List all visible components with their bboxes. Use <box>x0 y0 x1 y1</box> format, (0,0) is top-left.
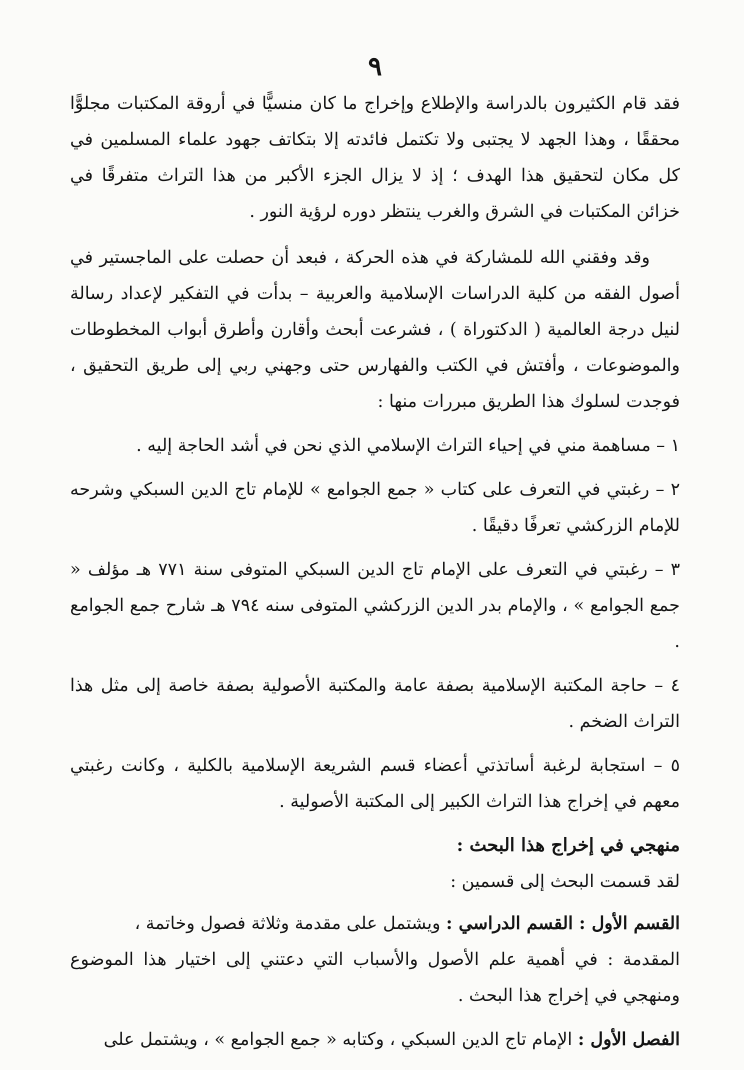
section-one-label: القسم الأول : القسم الدراسي : <box>446 914 680 934</box>
introduction-label: المقدمة : <box>607 950 680 970</box>
reason-item-1: ١ – مساهمة مني في إحياء التراث الإسلامي الذي نحن في أشد الحاجة إليه . <box>136 436 680 456</box>
author-paragraph: وقد وفقني الله للمشاركة في هذه الحركة ، فبعد أن حصلت على الماجستير في أصول الفقه من كلية الدراسات الإسلامية والعربية – بدأت في التفكير لإعداد رسالة لنيل درجة العالمية ( الدكتوراة ) ، فشرعت أبحث وأقارن وأطرق أبواب المخطوطات والموضوعات ، وأفتش في الكتب والفهارس حتى وجهني ربي إلى طريق التحقيق ، فوجدت لسلوك هذا الطريق مبررات منها : <box>70 248 680 412</box>
reason-item-3: ٣ – رغبتي في التعرف على الإمام تاج الدين السبكي المتوفى سنة ٧٧١ هـ مؤلف « جمع الجوامع » ، والإمام بدر الدين الزركشي المتوفى سنه ٧٩٤ هـ شارح جمع الجوامع . <box>70 560 680 652</box>
method-intro: لقد قسمت البحث إلى قسمين : <box>450 872 680 892</box>
method-heading: منهجي في إخراج هذا البحث : <box>456 835 680 856</box>
reason-item-2: ٢ – رغبتي في التعرف على كتاب « جمع الجوامع » للإمام تاج الدين السبكي وشرحه للإمام الزركشي تعرفًا دقيقًا . <box>70 480 680 536</box>
reason-item-5: ٥ – استجابة لرغبة أساتذتي أعضاء قسم الشريعة الإسلامية بالكلية ، وكانت رغبتي معهم في إخراج هذا التراث الكبير إلى المكتبة الأصولية . <box>70 756 680 812</box>
section-one-paragraph <box>70 906 680 942</box>
chapter-one-text: الإمام تاج الدين السبكي ، وكتابه « جمع الجوامع » ، ويشتمل على <box>103 1030 578 1050</box>
introduction-text: في أهمية علم الأصول والأسباب التي دعتني إلى اختيار هذا الموضوع ومنهجي في إخراج هذا البحث . <box>70 950 680 1006</box>
page-number: ٩ <box>368 52 382 82</box>
chapter-one-label: الفصل الأول : <box>577 1030 680 1050</box>
reason-item-4: ٤ – حاجة المكتبة الإسلامية بصفة عامة والمكتبة الأصولية بصفة خاصة إلى مثل هذا التراث الضخم . <box>70 676 680 732</box>
section-one-text: ويشتمل على مقدمة وثلاثة فصول وخاتمة ، <box>134 914 447 934</box>
intro-paragraph: فقد قام الكثيرون بالدراسة والإطلاع وإخراج ما كان منسيًّا في أروقة المكتبات مجلوًّا محققًا ، وهذا الجهد لا يجتبى ولا تكتمل فائدته إلا بتكاتف جهود علماء المسلمين في كل مكان لتحقيق هذا الهدف ؛ إذ لا يزال الجزء الأكبر من هذا التراث متفرقًا في خزائن المكتبات في الشرق والغرب ينتظر دوره لرؤية النور . <box>70 94 680 222</box>
document-page <box>70 52 680 1058</box>
chapter-one-paragraph <box>70 1022 680 1058</box>
introduction-paragraph <box>70 942 680 1014</box>
